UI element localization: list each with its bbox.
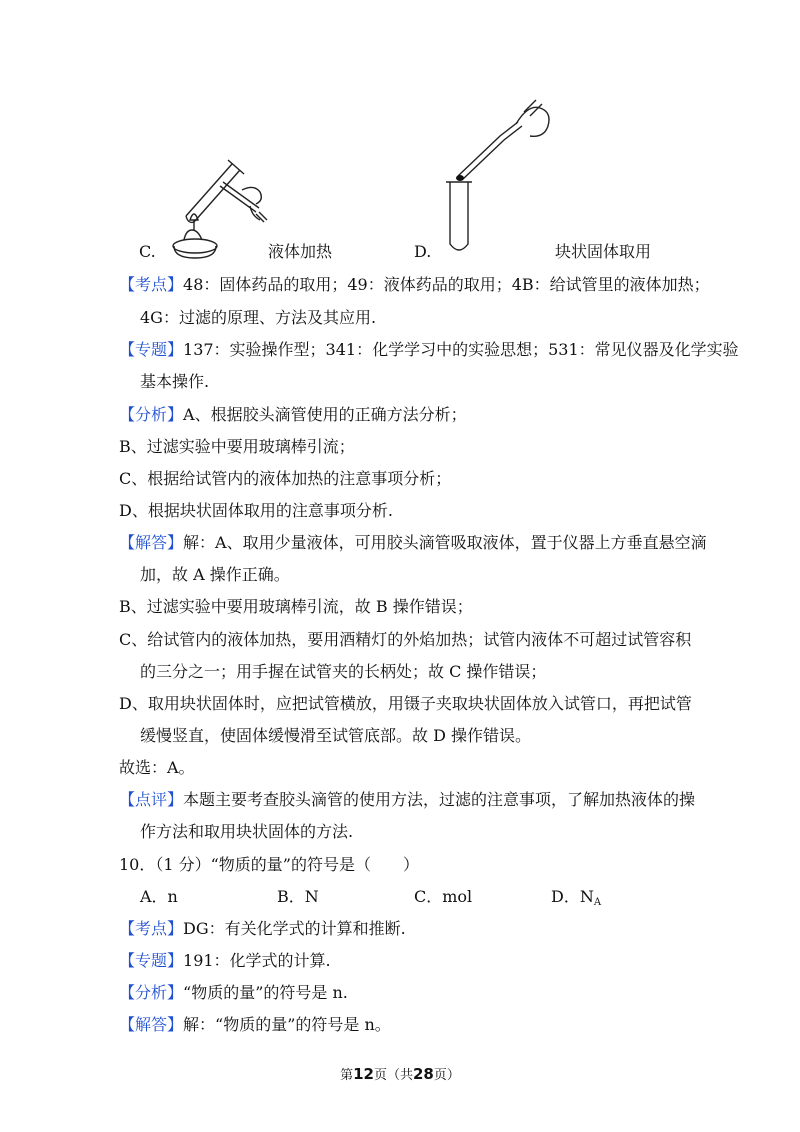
q10-fenxi: 【分析】“物质的量”的符号是 n. xyxy=(119,983,348,1002)
jieda-line-3: B、过滤实验中要用玻璃棒引流，故 B 操作错误； xyxy=(119,597,473,616)
fenxi-line-1: 【分析】A、根据胶头滴管使用的正确方法分析； xyxy=(119,405,467,424)
jieda-line-2: 加，故 A 操作正确。 xyxy=(140,565,290,584)
jieda-line-1: 【解答】解：A、取用少量液体，可用胶头滴管吸取液体，置于仪器上方垂直悬空滴 xyxy=(119,533,707,552)
option-d-caption: 块状固体取用 xyxy=(555,242,652,261)
jieda-line-5: 的三分之一；用手握在试管夹的长柄处；故 C 操作错误； xyxy=(140,662,547,681)
q10-zhuanti: 【专题】191：化学式的计算. xyxy=(119,951,331,970)
q10-kaodian: 【考点】DG：有关化学式的计算和推断. xyxy=(119,919,406,938)
kaodian-tag: 【考点】 xyxy=(119,275,184,294)
zhuanti-tag: 【专题】 xyxy=(119,340,184,359)
fenxi-line-2: B、过滤实验中要用玻璃棒引流； xyxy=(119,437,355,456)
question-10-stem: 10．（1 分）“物质的量”的符号是（ ） xyxy=(119,855,419,874)
option-a: A．n xyxy=(140,887,178,906)
option-d-subscript: A xyxy=(593,897,602,908)
fenxi-line-4: D、根据块状固体取用的注意事项分析. xyxy=(119,501,393,520)
kaodian-line-2: 4G：过滤的原理、方法及其应用. xyxy=(140,308,377,327)
jieda-line-6: D、取用块状固体时，应把试管横放，用镊子夹取块状固体放入试管口，再把试管 xyxy=(119,694,692,713)
page-total: 28 xyxy=(413,1065,434,1083)
zhuanti-line-2: 基本操作. xyxy=(140,372,210,391)
option-b: B．N xyxy=(277,887,319,906)
dianping-line-2: 作方法和取用块状固体的方法. xyxy=(140,822,354,841)
dianping-tag: 【点评】 xyxy=(119,790,184,809)
option-d: D．$N_A$ xyxy=(551,887,602,908)
kaodian-line-1: 【考点】48：固体药品的取用；49：液体药品的取用；4B：给试管里的液体加热； xyxy=(119,275,710,294)
jieda-tag: 【解答】 xyxy=(119,533,184,552)
heating-liquid-illustration xyxy=(160,150,275,265)
q10-jieda: 【解答】解：“物质的量”的符号是 n。 xyxy=(119,1015,391,1034)
option-c-letter: C. xyxy=(139,242,156,261)
option-c-caption: 液体加热 xyxy=(268,242,333,261)
option-c: C．mol xyxy=(414,887,473,906)
jieda-line-4: C、给试管内的液体加热，要用酒精灯的外焰加热；试管内液体不可超过试管容积 xyxy=(119,630,692,649)
answer-line: 故选：A。 xyxy=(119,758,195,777)
zhuanti-line-1: 【专题】137：实验操作型；341：化学学习中的实验思想；531：常见仪器及化学实验 xyxy=(119,340,739,359)
fenxi-line-3: C、根据给试管内的液体加热的注意事项分析； xyxy=(119,469,452,488)
option-d-letter: D. xyxy=(414,242,432,261)
page-number: 12 xyxy=(353,1065,374,1083)
page-footer: 第12页（共28页） xyxy=(340,1065,460,1083)
block-solid-taking-illustration xyxy=(440,96,560,261)
fenxi-tag: 【分析】 xyxy=(119,405,184,424)
dianping-line-1: 【点评】本题主要考查胶头滴管的使用方法，过滤的注意事项，了解加热液体的操 xyxy=(119,790,696,809)
jieda-line-7: 缓慢竖直，使固体缓慢滑至试管底部。故 D 操作错误。 xyxy=(140,726,532,745)
